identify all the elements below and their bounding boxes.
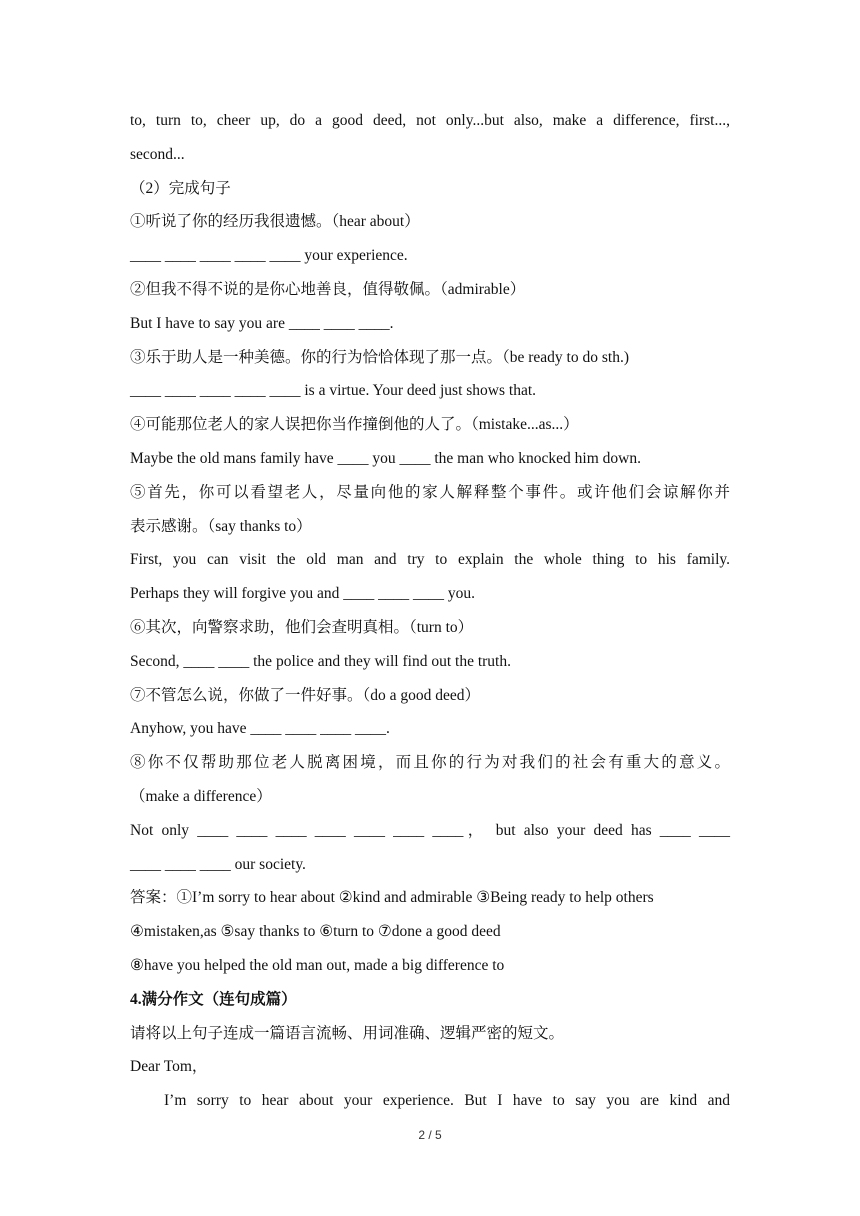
sentence-prompt: ⑤首先，你可以看望老人，尽量向他的家人解释整个事件。或许他们会谅解你并 — [130, 483, 730, 501]
section-heading: 4.满分作文（连句成篇） — [130, 990, 297, 1008]
page-number: 2 / 5 — [418, 1128, 442, 1142]
sentence-prompt: ①听说了你的经历我很遗憾。（hear about） — [130, 213, 420, 231]
fill-blank-sentence: Not only ____ ____ ____ ____ ____ ____ ____， but also your deed has ____ ____ — [130, 821, 730, 839]
fill-blank-sentence: But I have to say you are ____ ____ ____. — [130, 314, 394, 332]
fill-blank-sentence: ____ ____ ____ ____ ____ your experience. — [130, 247, 408, 265]
fill-blank-sentence: Maybe the old mans family have ____ you ____ the man who knocked him down. — [130, 449, 641, 467]
sentence-prompt: ③乐于助人是一种美德。你的行为恰恰体现了那一点。（be ready to do sth.) — [130, 348, 629, 366]
instruction-text: 请将以上句子连成一篇语言流畅、用词准确、逻辑严密的短文。 — [130, 1024, 565, 1042]
fill-blank-sentence: ____ ____ ____ our society. — [130, 855, 306, 873]
sentence-prompt: （make a difference） — [130, 787, 272, 805]
phrase-list-line: second... — [130, 145, 185, 163]
letter-salutation: Dear Tom， — [130, 1058, 208, 1076]
phrase-list-line: to, turn to, cheer up, do a good deed, not only...but also, make a difference, first..., — [130, 112, 730, 129]
answer-key: ⑧have you helped the old man out, made a big difference to — [130, 956, 505, 974]
fill-blank-sentence: ____ ____ ____ ____ ____ is a virtue. Your deed just shows that. — [130, 382, 537, 400]
sentence-prompt: ④可能那位老人的家人误把你当作撞倒他的人了。（mistake...as...） — [130, 416, 579, 434]
fill-blank-sentence: Anyhow, you have ____ ____ ____ ____. — [130, 720, 390, 738]
fill-blank-sentence: Perhaps they will forgive you and ____ ____ ____ you. — [130, 585, 475, 603]
letter-body: I’m sorry to hear about your experience. But I have to say you are kind and — [164, 1092, 730, 1110]
answer-key: ④mistaken,as ⑤say thanks to ⑥turn to ⑦done a good deed — [130, 923, 501, 941]
section-heading: （2）完成句子 — [130, 179, 231, 197]
sentence-prompt: ⑦不管怎么说，你做了一件好事。（do a good deed） — [130, 686, 481, 704]
fill-blank-sentence: First, you can visit the old man and try to explain the whole thing to his family. — [130, 551, 730, 569]
sentence-prompt: ⑧你不仅帮助那位老人脱离困境，而且你的行为对我们的社会有重大的意义。 — [130, 754, 730, 772]
document-body — [130, 104, 730, 1118]
sentence-prompt: ⑥其次，向警察求助，他们会查明真相。（turn to） — [130, 618, 474, 636]
answer-key: 答案：①I’m sorry to hear about ②kind and admirable ③Being ready to help others — [130, 889, 654, 907]
sentence-prompt: ②但我不得不说的是你心地善良，值得敬佩。（admirable） — [130, 280, 526, 298]
sentence-prompt: 表示感谢。（say thanks to） — [130, 517, 312, 535]
fill-blank-sentence: Second, ____ ____ the police and they will find out the truth. — [130, 652, 511, 670]
